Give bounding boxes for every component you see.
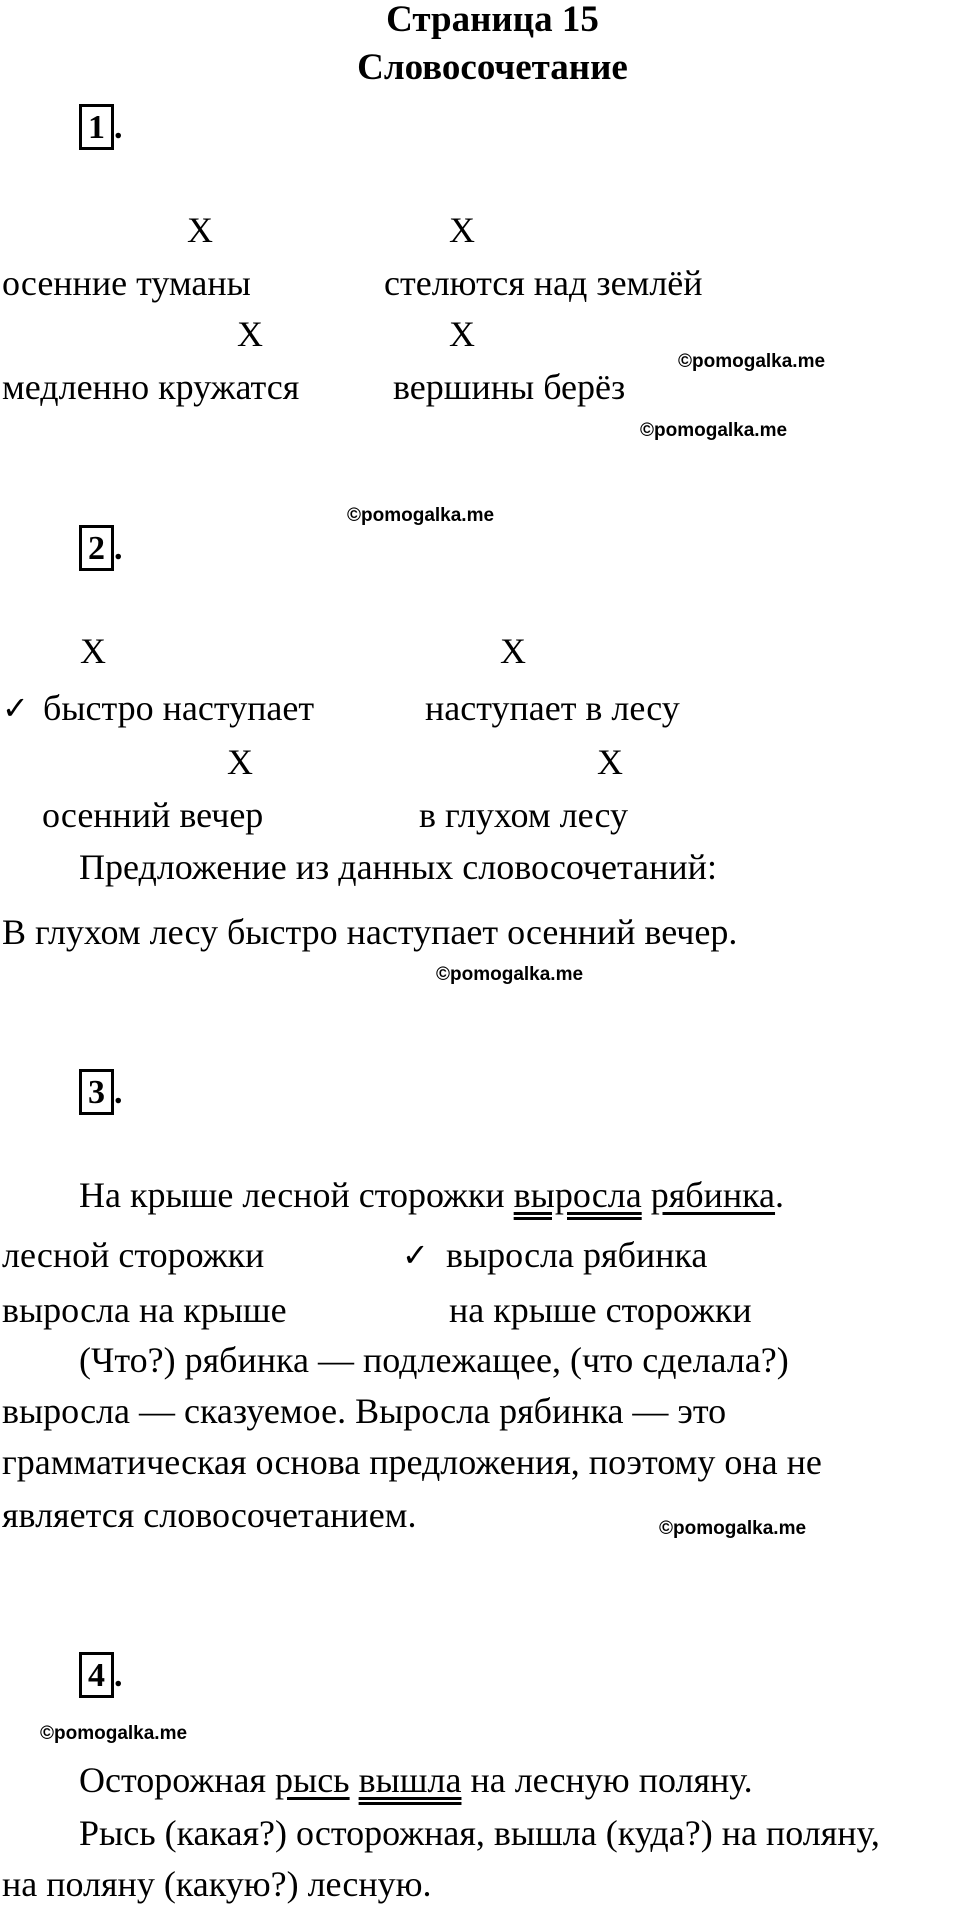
check-icon: ✓ [2,689,29,727]
watermark: ©pomogalka.me [40,1723,188,1744]
phrase: осенние туманы [2,263,251,303]
sentence: Осторожная рысь вышла на лесную поляну. [79,1760,753,1800]
watermark: ©pomogalka.me [678,351,826,372]
subject: рысь [275,1760,350,1800]
predicate: выросла [513,1175,642,1215]
phrase: осенний вечер [42,795,264,835]
sentence: В глухом лесу быстро наступает осенний вечер. [2,912,738,952]
task2-number: 2 . [79,525,123,571]
phrase: в глухом лесу [419,795,628,835]
page-title: Страница 15 [386,0,599,40]
phrase: медленно кружатся [2,367,300,407]
task1-number: 1 . [79,104,123,150]
watermark: ©pomogalka.me [659,1518,807,1539]
phrase: наступает в лесу [425,688,680,728]
x-mark: Х [449,314,475,354]
watermark: ©pomogalka.me [436,964,584,985]
phrase: стелются над землёй [384,263,703,303]
explanation-line: (Что?) рябинка — подлежащее, (что сделала?) [79,1340,789,1380]
explanation-line: является словосочетанием. [2,1495,417,1535]
x-mark: Х [500,631,526,671]
explanation-line: выросла — сказуемое. Выросла рябинка — это [2,1391,727,1431]
phrase: выросла рябинка [446,1235,708,1275]
analysis-line: на поляну (какую?) лесную. [2,1864,432,1904]
phrase: быстро наступает [43,688,315,728]
predicate: вышла [358,1760,462,1800]
phrase: выросла на крыше [2,1290,287,1330]
analysis-line: Рысь (какая?) осторожная, вышла (куда?) на поляну, [79,1813,880,1853]
phrase: на крыше сторожки [449,1290,752,1330]
x-mark: Х [80,631,106,671]
x-mark: Х [227,742,253,782]
check-icon: ✓ [402,1236,429,1274]
watermark: ©pomogalka.me [347,505,495,526]
x-mark: Х [449,210,475,250]
x-mark: Х [187,210,213,250]
subject: рябинка [650,1175,776,1215]
intro-text: Предложение из данных словосочетаний: [79,847,717,887]
topic-title: Словосочетание [357,47,628,88]
x-mark: Х [597,742,623,782]
task4-number: 4 . [79,1652,123,1698]
explanation-line: грамматическая основа предложения, поэтому она не [2,1442,822,1482]
sentence: На крыше лесной сторожки выросла рябинка. [79,1175,785,1215]
x-mark: Х [237,314,263,354]
watermark: ©pomogalka.me [640,420,788,441]
task3-number: 3 . [79,1069,123,1115]
phrase: вершины берёз [393,367,626,407]
phrase: лесной сторожки [2,1235,265,1275]
